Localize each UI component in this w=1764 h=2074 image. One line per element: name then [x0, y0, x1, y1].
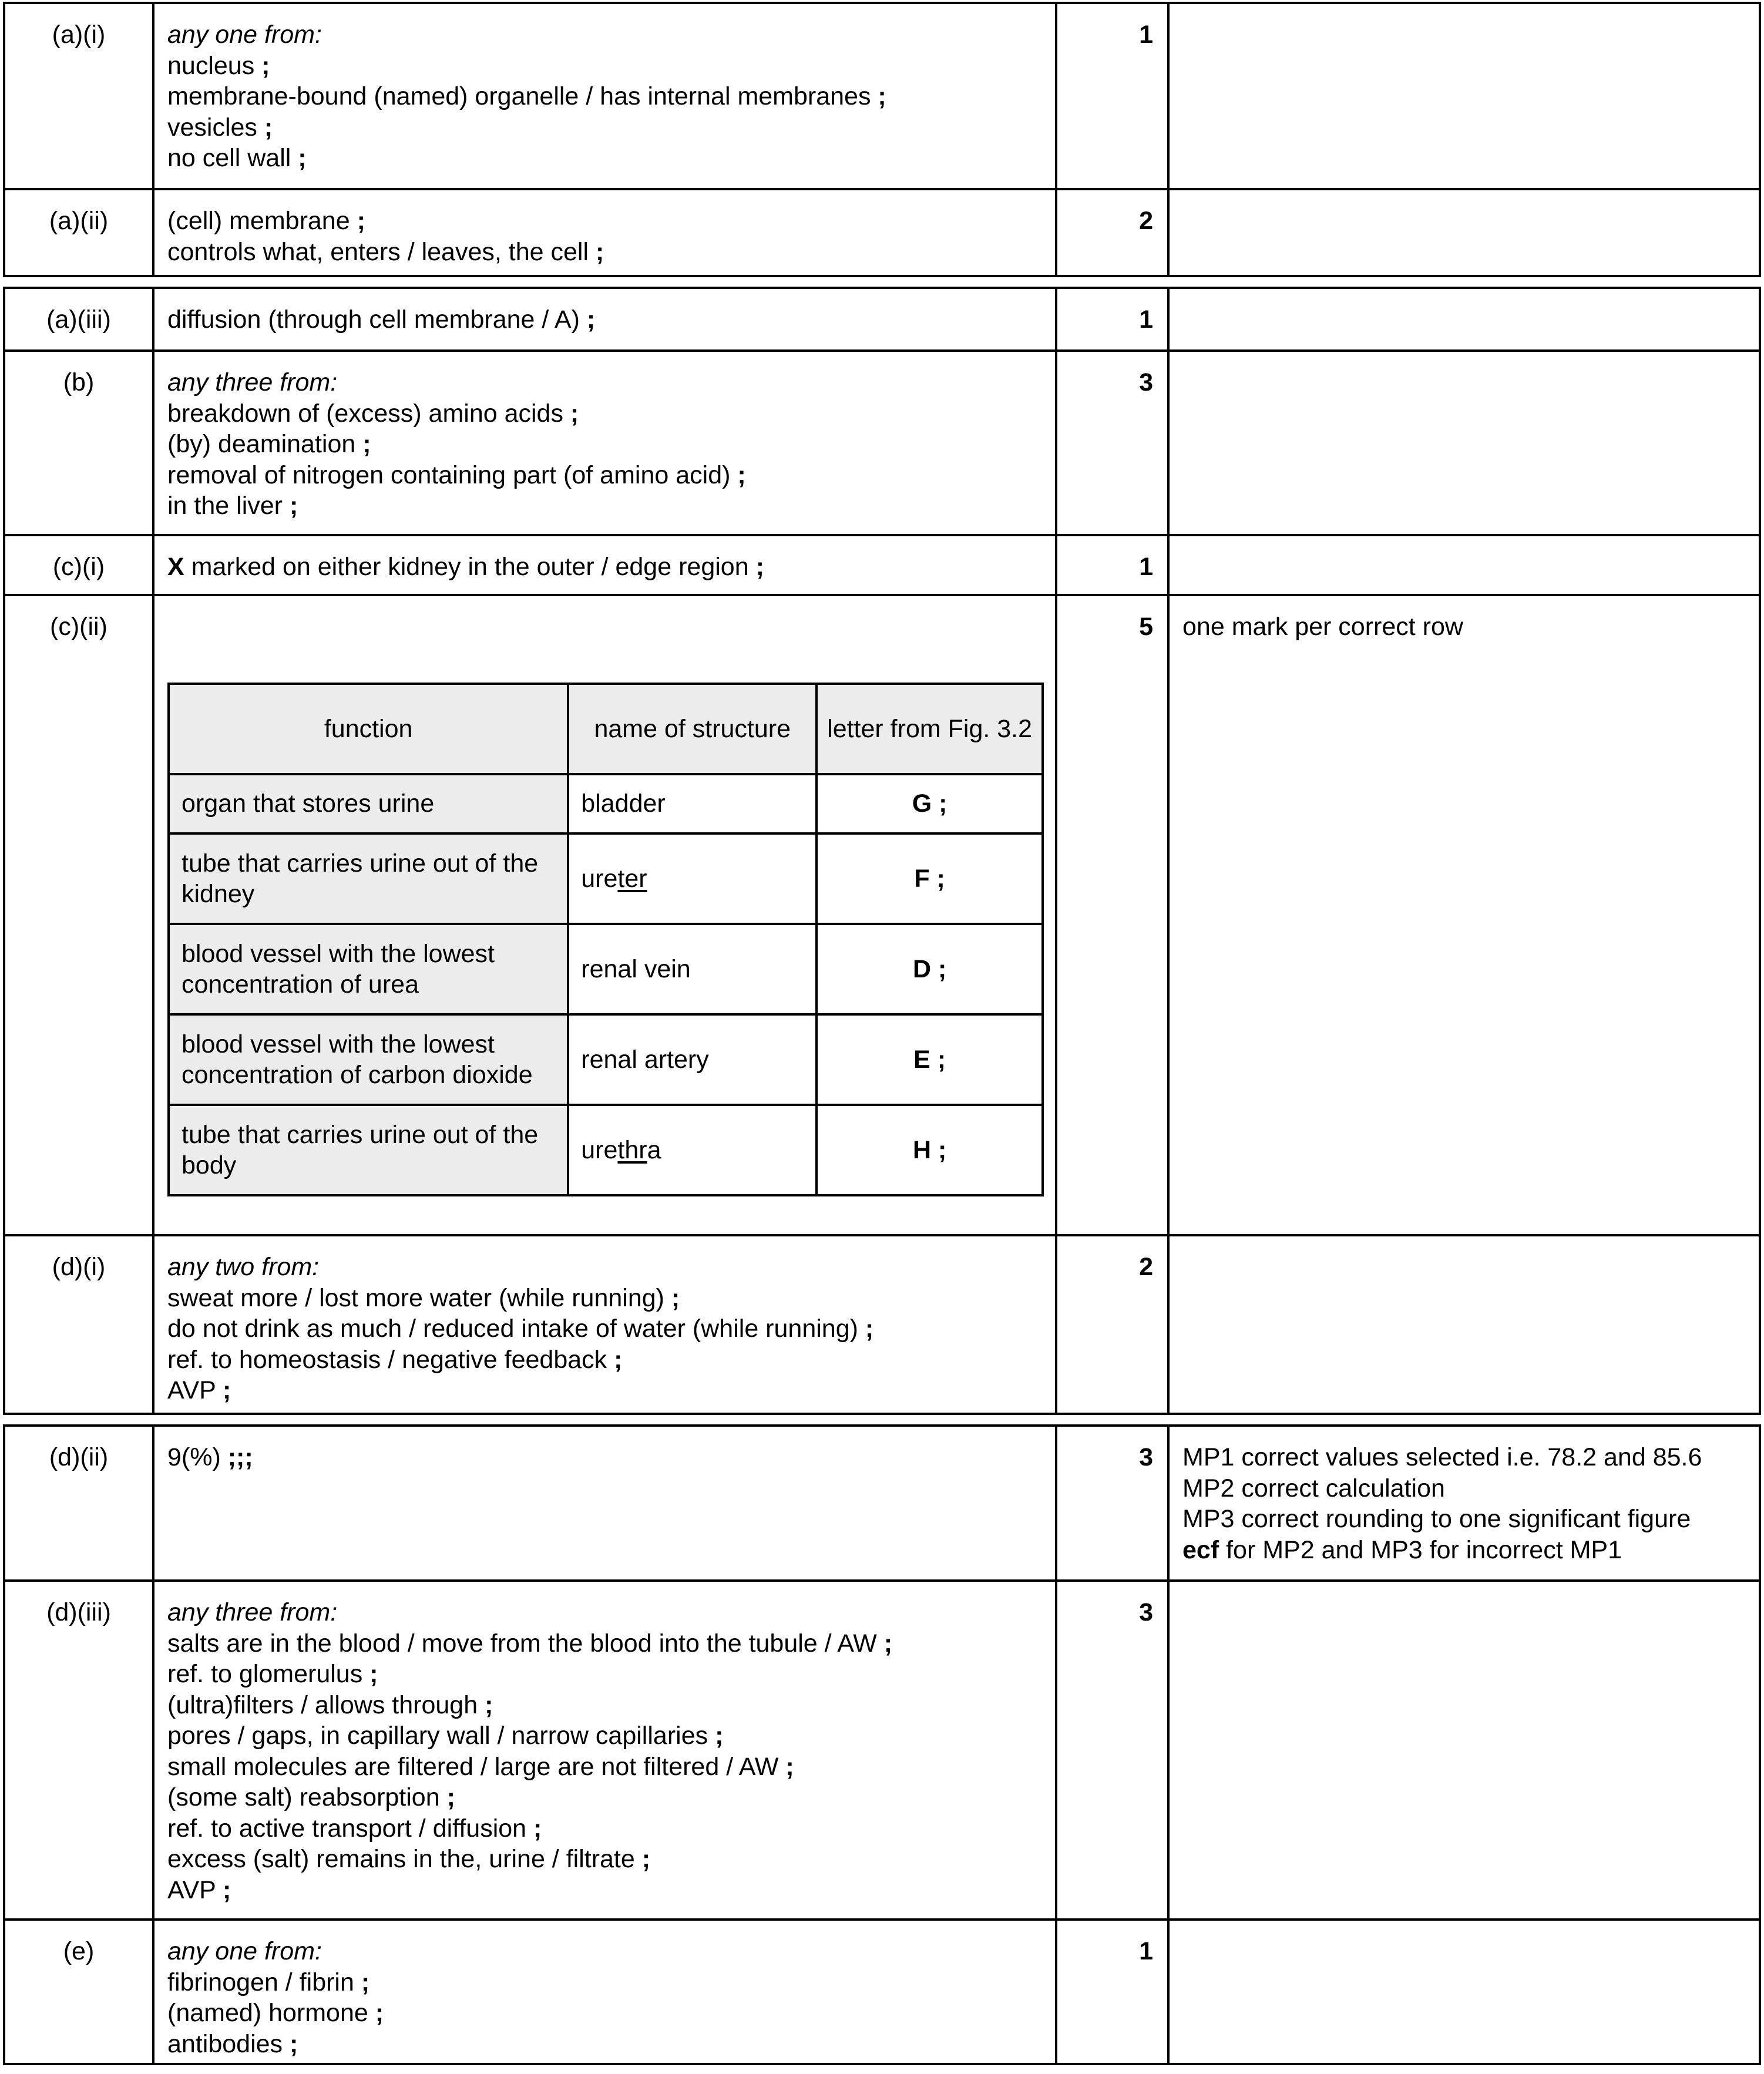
table-row — [169, 833, 1043, 924]
question-row — [5, 349, 1759, 534]
text-segment: any three from: — [167, 1598, 338, 1626]
text-line — [167, 112, 1055, 143]
text-line — [167, 1936, 1055, 1967]
table-row — [169, 1105, 1043, 1195]
structure-name-cell — [568, 924, 817, 1014]
text-segment: (some salt) reabsorption — [167, 1783, 447, 1811]
structure-name-cell — [568, 774, 817, 834]
text-line — [167, 2029, 1055, 2060]
question-number: (a)(iii) — [46, 305, 111, 334]
text-segment: ; — [671, 1283, 680, 1312]
text-segment: (named) hormone — [167, 1999, 375, 2027]
letter-cell: E ; — [817, 1014, 1043, 1105]
text-segment: ; — [223, 1376, 231, 1404]
text-line — [167, 143, 1055, 174]
text-segment: thr — [617, 1135, 647, 1164]
text-segment: ref. to homeostasis / negative feedback — [167, 1345, 614, 1374]
question-row — [5, 1579, 1759, 1918]
text-segment: ; — [614, 1345, 623, 1374]
guidance-cell — [1170, 4, 1759, 188]
text-segment: ; — [362, 430, 371, 458]
question-number: (a)(i) — [52, 21, 106, 49]
text-segment: ter — [617, 865, 647, 893]
text-line — [167, 1659, 1055, 1690]
text-segment: controls what, enters / leaves, the cell — [167, 237, 596, 266]
text-segment: marked on either kidney in the outer / edge region — [184, 553, 756, 581]
text-segment: any one from: — [167, 1937, 322, 1965]
text-segment: any two from: — [167, 1253, 320, 1281]
text-line — [167, 1690, 1055, 1721]
text-segment: sweat more / lost more water (while running) — [167, 1283, 671, 1312]
text-segment: ure — [581, 1135, 618, 1164]
text-segment: removal of nitrogen containing part (of amino acid) — [167, 460, 738, 489]
mark-scheme-block — [3, 287, 1761, 1415]
text-segment: no cell wall — [167, 144, 298, 172]
guidance-cell — [1170, 1236, 1759, 1417]
guidance-cell — [1170, 1427, 1759, 1579]
text-line — [167, 237, 1055, 268]
question-row — [5, 1918, 1759, 2068]
question-row — [5, 1234, 1759, 1417]
text-line — [167, 398, 1055, 429]
text-segment: ; — [298, 144, 307, 172]
table-header-row — [169, 684, 1043, 774]
text-line — [1182, 1504, 1759, 1535]
answer-cell — [154, 289, 1055, 349]
text-segment: ; — [261, 51, 270, 80]
text-segment: ref. to active transport / diffusion — [167, 1814, 534, 1843]
text-line — [167, 1875, 1055, 1906]
text-segment: ; — [361, 1968, 370, 1996]
marks-cell: 2 — [1139, 1253, 1153, 1281]
text-segment: one mark per correct row — [1182, 613, 1463, 641]
question-row — [5, 594, 1759, 1234]
text-segment: salts are in the blood / move from the blood into the tubule / AW — [167, 1629, 884, 1658]
function-cell: blood vessel with the lowest concentration of urea — [169, 924, 568, 1014]
text-segment: ; — [785, 1752, 794, 1781]
text-segment: fibrinogen / fibrin — [167, 1968, 361, 1996]
text-segment: MP2 correct calculation — [1182, 1474, 1445, 1502]
text-segment: AVP — [167, 1875, 223, 1904]
text-segment: ; — [533, 1814, 542, 1843]
text-segment: ; — [865, 1315, 874, 1343]
text-segment: a — [647, 1135, 661, 1164]
text-line — [167, 460, 1055, 491]
question-number: (c)(i) — [52, 553, 105, 581]
function-cell: organ that stores urine — [169, 774, 568, 834]
text-line — [167, 304, 1055, 335]
text-segment: breakdown of (excess) amino acids — [167, 399, 570, 428]
text-segment: ; — [446, 1783, 455, 1811]
question-number: (e) — [63, 1937, 95, 1965]
question-number: (d)(ii) — [49, 1443, 109, 1471]
column-header: name of structure — [568, 684, 817, 774]
mark-scheme-block — [3, 1424, 1761, 2065]
answer-cell — [154, 352, 1055, 534]
question-number: (d)(i) — [52, 1253, 106, 1281]
text-segment: ; — [485, 1690, 493, 1719]
marks-cell: 1 — [1139, 305, 1153, 334]
text-segment: ; — [641, 1845, 651, 1873]
text-line — [167, 19, 1055, 51]
marks-cell: 3 — [1139, 368, 1153, 396]
text-line — [167, 1998, 1055, 2029]
text-segment: ; — [369, 1660, 378, 1688]
guidance-cell — [1170, 1582, 1759, 1918]
question-row — [5, 188, 1759, 280]
guidance-cell — [1170, 289, 1759, 349]
guidance-cell — [1170, 1921, 1759, 2068]
letter-cell: F ; — [817, 833, 1043, 924]
text-segment: ; — [737, 460, 746, 489]
text-segment: ecf — [1182, 1535, 1219, 1564]
text-segment: any one from: — [167, 21, 322, 49]
text-segment: ure — [581, 865, 618, 893]
text-segment: MP3 correct rounding to one significant figure — [1182, 1505, 1691, 1533]
text-segment: ref. to glomerulus — [167, 1660, 370, 1688]
text-line — [167, 552, 1055, 583]
text-segment: for MP2 and MP3 for incorrect MP1 — [1219, 1535, 1622, 1564]
marks-cell: 3 — [1139, 1443, 1153, 1471]
guidance-cell — [1170, 190, 1759, 280]
letter-cell: H ; — [817, 1105, 1043, 1195]
letter-cell: D ; — [817, 924, 1043, 1014]
question-number: (c)(ii) — [50, 613, 107, 641]
answer-cell — [154, 4, 1055, 188]
text-line — [167, 1844, 1055, 1875]
text-segment: ; — [595, 237, 604, 266]
text-segment: (cell) membrane — [167, 207, 357, 235]
question-row — [5, 534, 1759, 594]
text-segment: bladder — [581, 789, 666, 818]
column-header: letter from Fig. 3.2 — [817, 684, 1043, 774]
text-segment: (ultra)filters / allows through — [167, 1690, 485, 1719]
text-segment: membrane-bound (named) organelle / has internal membranes — [167, 82, 878, 110]
answer-cell — [154, 1427, 1055, 1579]
text-line — [1182, 1442, 1759, 1473]
question-number: (a)(ii) — [49, 207, 109, 235]
text-line — [1182, 611, 1759, 643]
text-segment: pores / gaps, in capillary wall / narrow capillaries — [167, 1722, 715, 1750]
text-line — [167, 1967, 1055, 1998]
text-segment: nucleus — [167, 51, 262, 80]
text-segment: ; — [289, 492, 298, 520]
answer-cell — [154, 536, 1055, 594]
letter-cell: G ; — [817, 774, 1043, 834]
answer-cell — [154, 1236, 1055, 1417]
text-line — [167, 367, 1055, 398]
function-cell: blood vessel with the lowest concentration of carbon dioxide — [169, 1014, 568, 1105]
table-row — [169, 1014, 1043, 1105]
text-segment: ; — [223, 1875, 231, 1904]
text-segment: 9(%) — [167, 1443, 228, 1471]
text-segment: ; — [755, 553, 764, 581]
text-line — [167, 490, 1055, 522]
question-number: (b) — [63, 368, 95, 396]
text-segment: ; — [357, 207, 365, 235]
text-line — [1182, 1473, 1759, 1504]
text-line — [167, 1283, 1055, 1314]
marks-cell: 1 — [1139, 553, 1153, 581]
column-header: function — [169, 684, 568, 774]
question-row — [5, 289, 1759, 349]
text-segment: (by) deamination — [167, 430, 363, 458]
guidance-cell — [1170, 536, 1759, 594]
text-segment: ; — [570, 399, 579, 428]
marks-cell: 5 — [1139, 613, 1153, 641]
text-segment: ;;; — [227, 1443, 253, 1471]
text-segment: renal artery — [581, 1045, 709, 1074]
text-line — [167, 1752, 1055, 1783]
text-segment: do not drink as much / reduced intake of water (while running) — [167, 1315, 865, 1343]
text-segment: ; — [883, 1629, 893, 1658]
text-segment: small molecules are filtered / large are not filtered / AW — [167, 1752, 786, 1781]
text-segment: ; — [375, 1999, 384, 2027]
text-line — [1182, 1535, 1759, 1566]
question-row — [5, 4, 1759, 188]
text-segment: AVP — [167, 1376, 223, 1404]
text-line — [167, 1375, 1055, 1406]
text-line — [167, 51, 1055, 82]
question-row — [5, 1427, 1759, 1579]
text-line — [167, 1813, 1055, 1844]
answer-cell — [154, 1921, 1055, 2068]
text-line — [167, 1252, 1055, 1283]
marks-cell: 2 — [1139, 207, 1153, 235]
function-cell: tube that carries urine out of the body — [169, 1105, 568, 1195]
text-segment: vesicles — [167, 113, 264, 142]
text-segment: ; — [586, 305, 596, 334]
table-row — [169, 924, 1043, 1014]
text-line — [167, 1720, 1055, 1752]
text-line — [167, 1597, 1055, 1628]
text-line — [167, 1313, 1055, 1344]
text-line — [167, 1344, 1055, 1376]
function-cell: tube that carries urine out of the kidney — [169, 833, 568, 924]
table-row — [169, 774, 1043, 834]
structure-name-cell — [568, 1014, 817, 1105]
answer-cell — [154, 190, 1055, 280]
structure-name-cell — [568, 833, 817, 924]
structure-name-cell — [568, 1105, 817, 1195]
guidance-cell — [1170, 352, 1759, 534]
structure-table — [167, 683, 1044, 1196]
marks-cell: 1 — [1139, 1937, 1153, 1965]
answer-cell — [154, 596, 1055, 1234]
text-segment: in the liver — [167, 492, 290, 520]
text-segment: antibodies — [167, 2029, 290, 2058]
question-number: (d)(iii) — [46, 1598, 111, 1626]
text-segment: renal vein — [581, 955, 691, 984]
text-line — [167, 1782, 1055, 1813]
text-segment: excess (salt) remains in the, urine / filtrate — [167, 1845, 642, 1873]
text-segment: MP1 correct values selected i.e. 78.2 and 85.6 — [1182, 1443, 1702, 1471]
text-line — [167, 1628, 1055, 1659]
text-line — [167, 1442, 1055, 1473]
text-segment: ; — [264, 113, 273, 142]
answer-cell — [154, 1582, 1055, 1918]
text-segment: ; — [715, 1722, 724, 1750]
guidance-cell — [1170, 596, 1759, 1234]
text-line — [167, 81, 1055, 112]
mark-scheme-block — [3, 2, 1761, 277]
marks-cell: 3 — [1139, 1598, 1153, 1626]
text-line — [167, 206, 1055, 237]
text-segment: ; — [290, 2029, 298, 2058]
marks-cell: 1 — [1139, 21, 1153, 49]
text-segment: ; — [878, 82, 886, 110]
text-segment: diffusion (through cell membrane / A) — [167, 305, 587, 334]
text-segment: any three from: — [167, 368, 338, 396]
text-line — [167, 429, 1055, 460]
text-segment: X — [167, 553, 184, 581]
